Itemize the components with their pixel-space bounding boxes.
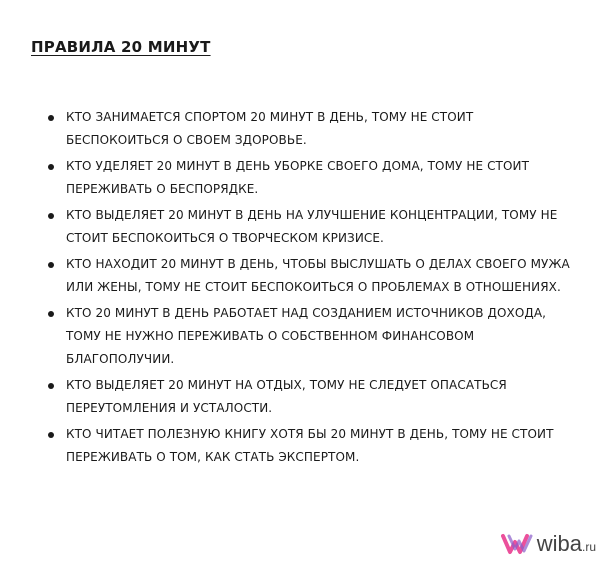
watermark-tld: .ru	[581, 540, 596, 554]
list-item	[48, 204, 580, 250]
rule-text: КТО ЧИТАЕТ ПОЛЕЗНУЮ КНИГУ ХОТЯ БЫ 20 МИНУТ В ДЕНЬ, ТОМУ НЕ СТОИТ ПЕРЕЖИВАТЬ О ТОМ, КАК СТАТЬ ЭКСПЕРТОМ.	[66, 427, 554, 464]
watermark-name: wiba	[536, 531, 582, 556]
list-item	[48, 106, 580, 152]
rule-text: КТО НАХОДИТ 20 МИНУТ В ДЕНЬ, ЧТОБЫ ВЫСЛУШАТЬ О ДЕЛАХ СВОЕГО МУЖА ИЛИ ЖЕНЫ, ТОМУ НЕ СТОИТ БЕСПОКОИТЬСЯ О ПРОБЛЕМАХ В ОТНОШЕНИЯХ.	[66, 257, 570, 294]
watermark-text	[537, 531, 596, 557]
bullet-icon	[48, 311, 54, 317]
bullet-icon	[48, 262, 54, 268]
rule-text: КТО ЗАНИМАЕТСЯ СПОРТОМ 20 МИНУТ В ДЕНЬ, ТОМУ НЕ СТОИТ БЕСПОКОИТЬСЯ О СВОЕМ ЗДОРОВЬЕ.	[66, 110, 474, 147]
bullet-icon	[48, 213, 54, 219]
page-title: ПРАВИЛА 20 МИНУТ	[31, 38, 211, 56]
list-item	[48, 302, 580, 371]
rule-text: КТО УДЕЛЯЕТ 20 МИНУТ В ДЕНЬ УБОРКЕ СВОЕГО ДОМА, ТОМУ НЕ СТОИТ ПЕРЕЖИВАТЬ О БЕСПОРЯДКЕ.	[66, 159, 530, 196]
rules-list	[48, 106, 580, 472]
rule-text: КТО ВЫДЕЛЯЕТ 20 МИНУТ В ДЕНЬ НА УЛУЧШЕНИЕ КОНЦЕНТРАЦИИ, ТОМУ НЕ СТОИТ БЕСПОКОИТЬСЯ О ТВОРЧЕСКОМ КРИЗИСЕ.	[66, 208, 558, 245]
list-item	[48, 155, 580, 201]
rule-text: КТО 20 МИНУТ В ДЕНЬ РАБОТАЕТ НАД СОЗДАНИЕМ ИСТОЧНИКОВ ДОХОДА, ТОМУ НЕ НУЖНО ПЕРЕЖИВАТЬ О СОБСТВЕННОМ ФИНАНСОВОМ БЛАГОПОЛУЧИИ.	[66, 306, 547, 366]
wiba-logo-icon	[501, 533, 533, 555]
bullet-icon	[48, 164, 54, 170]
bullet-icon	[48, 432, 54, 438]
bullet-icon	[48, 115, 54, 121]
list-item	[48, 253, 580, 299]
rule-text: КТО ВЫДЕЛЯЕТ 20 МИНУТ НА ОТДЫХ, ТОМУ НЕ СЛЕДУЕТ ОПАСАТЬСЯ ПЕРЕУТОМЛЕНИЯ И УСТАЛОСТИ.	[66, 378, 507, 415]
list-item	[48, 374, 580, 420]
watermark	[501, 531, 596, 557]
bullet-icon	[48, 383, 54, 389]
list-item	[48, 423, 580, 469]
